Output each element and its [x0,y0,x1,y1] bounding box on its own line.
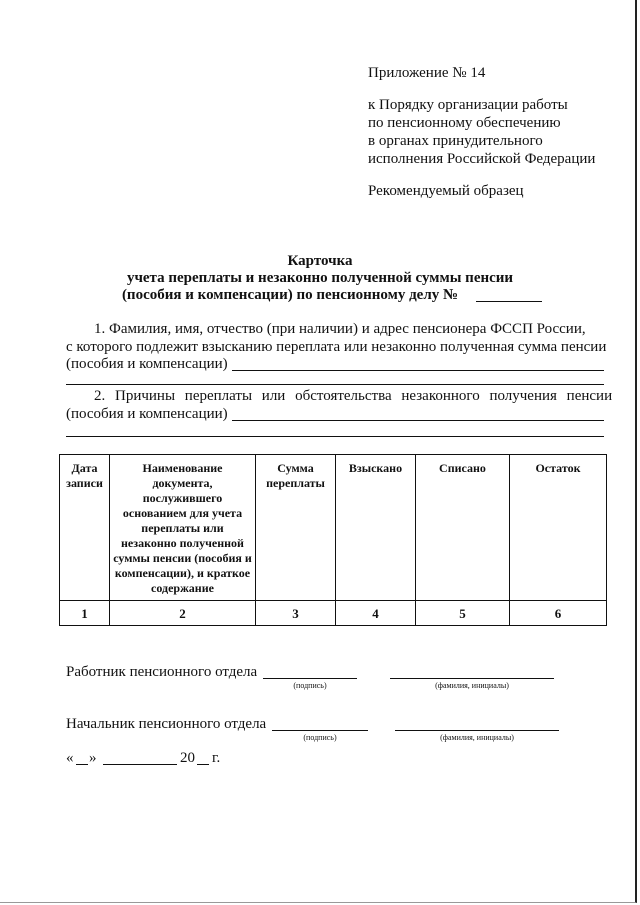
overpayment-table [59,454,607,626]
card-subtitle-1: учета переплаты и незаконно полученной суммы пенсии [126,270,514,286]
date-year-suffix: г. [212,750,221,766]
worker-signature-line[interactable] [263,678,357,679]
chief-signature-line[interactable] [272,730,368,731]
header-written-off: Списано [416,455,510,601]
column-number: 2 [110,601,256,626]
date-year-field[interactable] [197,764,209,765]
item2-fill-line-1[interactable] [232,420,604,421]
item2-fill-line-2[interactable] [66,436,604,437]
annex-number: Приложение № 14 [368,65,486,81]
column-number: 1 [60,601,110,626]
table-header-row [60,455,607,601]
card-subtitle-2: (пособия и компенсации) по пенсионному делу № [121,287,459,303]
worker-label: Работник пенсионного отдела [66,664,258,680]
item1-line-1: 1. Фамилия, имя, отчество (при наличии) и адрес пенсионера ФССП России, [94,321,586,337]
chief-name-caption: (фамилия, инициалы) [440,733,514,742]
chief-label: Начальник пенсионного отдела [66,716,267,732]
item1-fill-line-1[interactable] [232,370,604,371]
column-number: 6 [510,601,607,626]
item2-line-2: (пособия и компенсации) [66,406,228,422]
header-collected: Взыскано [336,455,416,601]
annex-line-1: к Порядку организации работы [368,97,568,113]
header-balance: Остаток [510,455,607,601]
date-open-quote: « [66,750,74,766]
item2-line-1: 2. Причины переплаты или обстоятельства незаконного получения пенсии [94,388,613,404]
annex-line-4: исполнения Российской Федерации [368,151,596,167]
header-date: Дата записи [60,455,110,601]
table-number-row [60,601,607,626]
item1-fill-line-2[interactable] [66,384,604,385]
header-amount: Сумма переплаты [256,455,336,601]
date-day-field[interactable] [76,764,88,765]
date-year-prefix: 20 [180,750,195,766]
worker-name-line[interactable] [390,678,554,679]
recommended-sample: Рекомендуемый образец [368,183,524,199]
case-number-field[interactable] [476,301,542,302]
date-month-field[interactable] [103,764,177,765]
worker-signature-caption: (подпись) [293,681,327,690]
date-close-quote: » [89,750,97,766]
card-title: Карточка [287,253,353,269]
chief-name-line[interactable] [395,730,559,731]
item1-line-3: (пособия и компенсации) [66,356,228,372]
item1-line-2: с которого подлежит взысканию переплата или незаконно полученная сумма пенсии [66,339,607,355]
column-number: 3 [256,601,336,626]
chief-signature-caption: (подпись) [303,733,337,742]
column-number: 5 [416,601,510,626]
column-number: 4 [336,601,416,626]
header-document: Наименование документа, послужившего основанием для учета переплаты или незаконно полученной суммы пенсии (пособия и компенсации), и краткое содержание [110,455,256,601]
worker-name-caption: (фамилия, инициалы) [435,681,509,690]
annex-line-2: по пенсионному обеспечению [368,115,561,131]
annex-line-3: в органах принудительного [368,133,543,149]
